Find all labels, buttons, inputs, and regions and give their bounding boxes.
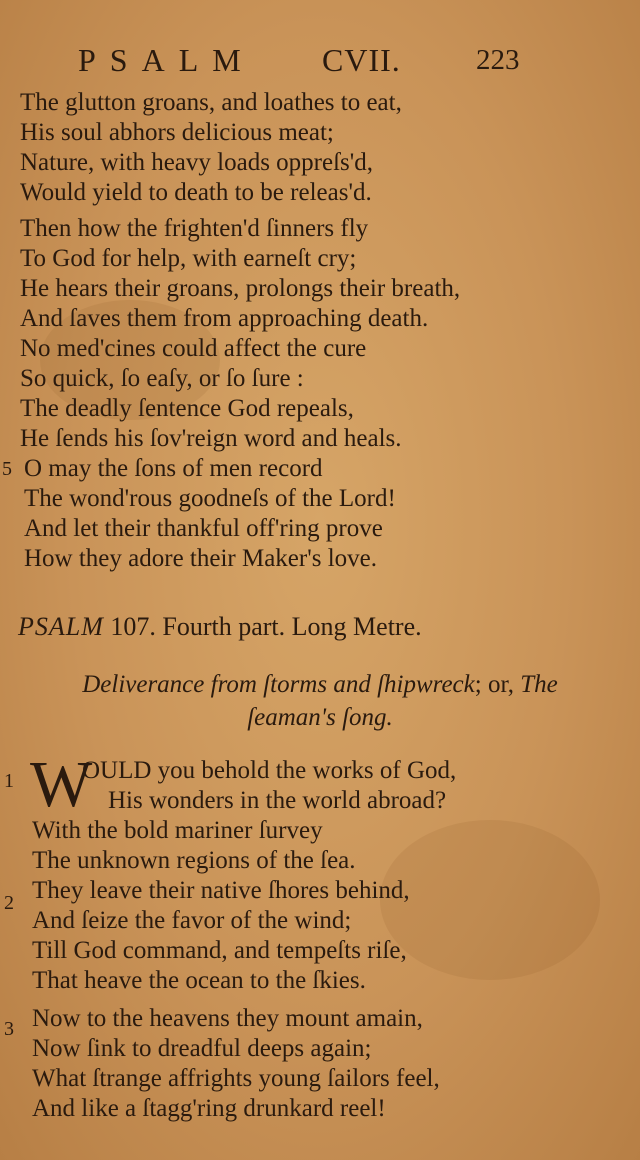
verse-line: Now ſink to dreadful deeps again;: [32, 1035, 372, 1062]
subtitle-part-3: ſeaman's ſong.: [247, 704, 393, 731]
verse-number: 1: [4, 770, 14, 792]
verse-line: The unknown regions of the ſea.: [32, 847, 356, 874]
verse-line: No med'cines could affect the cure: [20, 335, 367, 362]
verse-line: Till God command, and tempeſts riſe,: [32, 937, 407, 964]
verse-number: 5: [2, 458, 12, 480]
verse-3: [0, 1004, 640, 1124]
verse-number: 3: [4, 1018, 14, 1040]
verse-line: Nature, with heavy loads oppreſs'd,: [20, 149, 374, 176]
verse-line: The wond'rous goodneſs of the Lord!: [24, 485, 396, 512]
running-head: [0, 42, 640, 86]
stanza: [0, 214, 640, 334]
verse-line: The deadly ſentence God repeals,: [20, 395, 354, 422]
section-psalm-number: 107.: [110, 612, 156, 641]
subtitle-part-1: Deliverance from ſtorms and ſhipwreck: [82, 671, 475, 698]
verse-line: OULD you behold the works of God,: [82, 757, 457, 784]
verse-line: His wonders in the world abroad?: [108, 787, 447, 814]
verse-line: Now to the heavens they mount amain,: [32, 1005, 423, 1032]
verse-line: The glutton groans, and loathes to eat,: [20, 89, 402, 116]
section-heading: [18, 612, 628, 642]
drop-cap: W: [30, 748, 93, 821]
verse-line: He ſends his ſov'reign word and heals.: [20, 425, 402, 452]
subtitle-separator: ; or,: [474, 671, 515, 698]
stanza: [0, 454, 640, 574]
verse-line: And ſeize the favor of the wind;: [32, 907, 352, 934]
verse-line: What ſtrange affrights young ſailors feel,: [32, 1065, 440, 1092]
verse-line: That heave the ocean to the ſkies.: [32, 967, 366, 994]
verse-line: Would yield to death to be releas'd.: [20, 179, 372, 206]
section-psalm-word: PSALM: [18, 612, 104, 641]
verse-line: O may the ſons of men record: [24, 455, 323, 482]
subtitle-part-2: The: [520, 671, 558, 698]
page-number: 223: [476, 44, 520, 76]
verse-number: 2: [4, 892, 14, 914]
section-subtitle: [0, 668, 640, 734]
running-head-psalm-number: CVII.: [322, 42, 401, 78]
verse-line: His soul abhors delicious meat;: [20, 119, 334, 146]
stanza: [0, 334, 640, 454]
verse-line: So quick, ſo eaſy, or ſo ſure :: [20, 365, 304, 392]
verse-line: How they adore their Maker's love.: [24, 545, 378, 572]
stanza: [0, 88, 640, 208]
section-meter: Fourth part. Long Metre.: [162, 612, 422, 641]
verse-line: And ſaves them from approaching death.: [20, 305, 429, 332]
verse-line: And like a ſtagg'ring drunkard reel!: [32, 1095, 386, 1122]
verse-line: And let their thankful off'ring prove: [24, 515, 383, 542]
verse-1: [0, 748, 640, 876]
verse-line: Then how the frighten'd ſinners fly: [20, 215, 369, 242]
verse-line: To God for help, with earneſt cry;: [20, 245, 357, 272]
running-head-title: PSALM: [78, 42, 255, 78]
verse-line: They leave their native ſhores behind,: [32, 877, 410, 904]
verse-line: He hears their groans, prolongs their breath,: [20, 275, 461, 302]
verse-line: With the bold mariner ſurvey: [32, 817, 323, 844]
verse-2: [0, 876, 640, 996]
